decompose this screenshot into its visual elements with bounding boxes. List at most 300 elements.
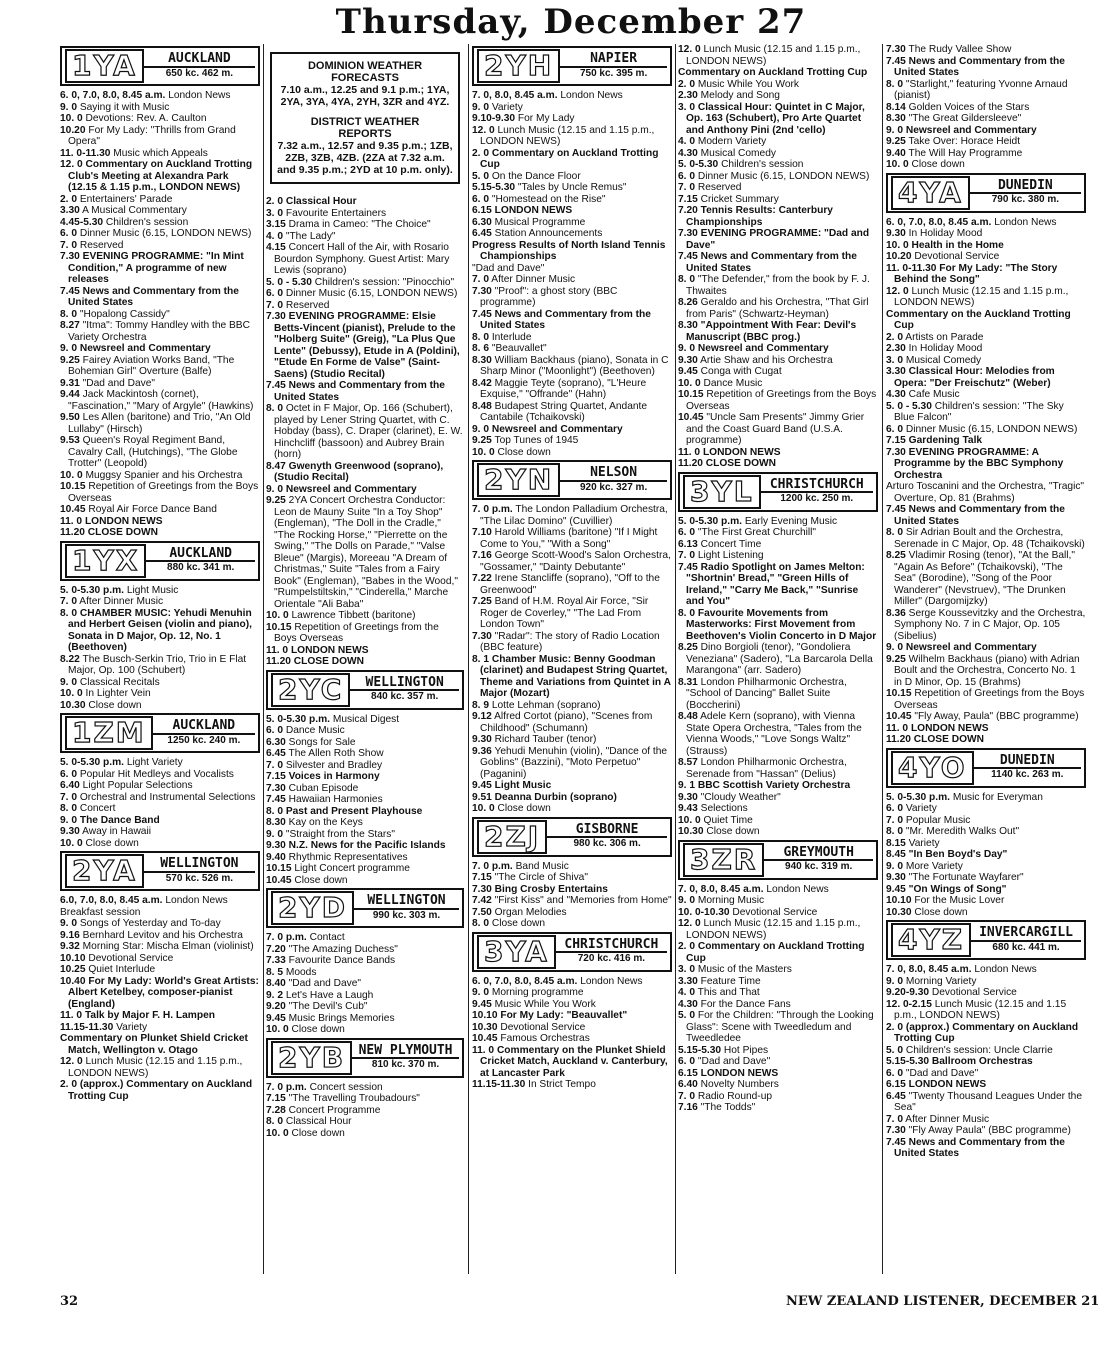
program-title: "Hopalong Cassidy" bbox=[79, 308, 170, 320]
program-entry bbox=[266, 403, 464, 461]
program-title: Close down bbox=[88, 699, 142, 711]
program-title: The Busch-Serkin Trio, Trio in E Flat Major, Op. 100 (Schubert) bbox=[68, 653, 247, 676]
program-title: CLOSE DOWN bbox=[913, 734, 984, 745]
program-title: Commentary on Auckland Trotting Cup bbox=[678, 67, 868, 78]
program-title: Health in the Home bbox=[911, 239, 1004, 251]
station-city: DUNEDIN bbox=[974, 755, 1081, 770]
program-time: 8. 6 bbox=[472, 343, 489, 354]
program-entry bbox=[472, 1010, 672, 1022]
program-time: 4.15 bbox=[266, 242, 286, 253]
program-time: 11. 0 bbox=[886, 722, 909, 734]
program-entry bbox=[266, 622, 464, 645]
program-entry bbox=[886, 987, 1086, 999]
program-title: Favourite Dance Bands bbox=[288, 955, 396, 966]
program-time: 8. 0 bbox=[60, 607, 77, 619]
program-entry bbox=[60, 205, 260, 217]
program-title: Variety bbox=[905, 803, 937, 814]
program-time: 5. 0 bbox=[678, 1010, 695, 1021]
program-title: Variety bbox=[908, 837, 940, 849]
program-entry bbox=[886, 332, 1086, 344]
program-title: In Holiday Mood bbox=[908, 343, 983, 354]
program-title: "Uncle Sam Presents" Jimmy Grier and the Coast Guard Band (U.S.A. programme) bbox=[686, 412, 865, 446]
program-entry bbox=[60, 964, 260, 976]
program-entry bbox=[886, 1022, 1086, 1045]
program-title: CLOSE DOWN bbox=[87, 527, 158, 538]
program-title: Lunch Music (12.15 and 1.15 p.m., LONDON NEWS) bbox=[68, 1056, 243, 1079]
program-time: 10.15 bbox=[60, 481, 86, 492]
program-title: The Dance Band bbox=[79, 814, 160, 826]
program-entry bbox=[60, 769, 260, 781]
program-title: Interlude bbox=[491, 331, 532, 343]
program-entry bbox=[472, 228, 672, 240]
program-entry bbox=[886, 1091, 1086, 1114]
program-title: Children's session bbox=[105, 216, 189, 228]
program-title: EVENING PROGRAMME: "In Mint Condition," A programme of new releases bbox=[68, 251, 244, 285]
program-entry bbox=[886, 872, 1086, 884]
program-time: 6.45 bbox=[886, 1090, 906, 1102]
program-title: Octet in F Major, Op. 166 (Schubert), played by Lener String Quartet, with C. Hobday (bass), C. Draper (clarinet), E. W. Hinchcliff (bassoon) and Aubrey Brain (horn) bbox=[274, 403, 463, 460]
program-title: Geraldo and his Orchestra, "That Girl from Paris" (Schwartz-Heyman) bbox=[686, 297, 869, 320]
program-time: 7.45 bbox=[678, 251, 698, 262]
program-time: 7.16 bbox=[678, 1102, 698, 1113]
station-city: INVERCARGILL bbox=[971, 927, 1081, 942]
program-time: 6. 0, 7.0, 8.0, 8.45 a.m. bbox=[886, 216, 992, 228]
program-title: Les Allen (baritone) and Trio, "An Old Lullaby" (Hirsch) bbox=[68, 412, 251, 435]
program-entry bbox=[60, 976, 260, 1011]
program-title: LONDON NEWS bbox=[494, 205, 573, 216]
program-entry bbox=[886, 838, 1086, 850]
program-title: "In Ben Boyd's Day" bbox=[908, 849, 1008, 860]
program-title: "Dad and Dave" bbox=[288, 978, 362, 989]
program-title: CLOSE DOWN bbox=[293, 656, 364, 667]
program-title: LONDON NEWS bbox=[84, 515, 163, 527]
program-title: Close down bbox=[911, 159, 965, 170]
program-entry bbox=[266, 714, 464, 726]
station-city: NAPIER bbox=[560, 53, 667, 68]
program-time: 10. 0 bbox=[678, 377, 701, 389]
station-city: DUNEDIN bbox=[970, 180, 1081, 195]
program-title: Reserved bbox=[697, 182, 742, 193]
program-entry bbox=[60, 228, 260, 240]
program-title: Popular Music bbox=[905, 814, 971, 826]
program-title: Rhythmic Representatives bbox=[288, 851, 408, 863]
program-title: Devotional Service bbox=[732, 906, 818, 918]
program-entry bbox=[472, 263, 672, 275]
program-time: 9.45 bbox=[472, 998, 492, 1010]
program-title: More Variety bbox=[905, 860, 963, 872]
program-entry bbox=[60, 780, 260, 792]
program-title: Newsreel and Commentary bbox=[79, 343, 211, 354]
program-time: 7.45 bbox=[472, 308, 492, 320]
station-info bbox=[556, 936, 667, 965]
program-entry bbox=[886, 148, 1086, 160]
program-entry bbox=[472, 631, 672, 654]
program-entry bbox=[472, 700, 672, 712]
station-header bbox=[472, 46, 672, 86]
program-time: 4. 0 bbox=[266, 230, 283, 242]
program-title: Close down bbox=[914, 906, 968, 918]
program-title: Light Listening bbox=[697, 550, 764, 561]
program-entry bbox=[678, 136, 878, 148]
program-title: Deanna Durbin (soprano) bbox=[494, 791, 617, 803]
program-time: 7.15 bbox=[472, 872, 492, 883]
program-time: 3. 0 bbox=[266, 207, 283, 219]
program-title: Progress Results of North Island Tennis Championships bbox=[472, 239, 666, 262]
program-entry bbox=[886, 999, 1086, 1022]
program-time: 10.45 bbox=[266, 874, 292, 886]
program-title: Devotional Service bbox=[931, 987, 1017, 998]
station-header bbox=[678, 840, 878, 880]
program-title: Repetition of Greetings from the Boys Overseas bbox=[686, 389, 877, 412]
station-call-sign: 1ZM bbox=[65, 716, 153, 750]
program-time: 6. 0 bbox=[266, 288, 283, 299]
program-time: 7.33 bbox=[266, 955, 286, 966]
program-time: 5. 0 - 5.30 bbox=[886, 400, 932, 412]
program-title: Repetition of Greetings from the Boys Overseas bbox=[894, 688, 1085, 711]
program-title: "The Lady" bbox=[285, 230, 336, 242]
program-time: 11.15-11.30 bbox=[60, 1021, 114, 1033]
program-time: 9.36 bbox=[472, 745, 492, 757]
program-entry bbox=[678, 826, 878, 838]
column-divider bbox=[468, 44, 469, 1274]
program-title: "The First Great Churchill" bbox=[697, 527, 817, 538]
program-time: 8.36 bbox=[886, 607, 906, 619]
program-title: Close down bbox=[291, 1024, 345, 1035]
station-city: WELLINGTON bbox=[350, 677, 459, 692]
program-entry bbox=[266, 242, 464, 277]
program-entry bbox=[886, 435, 1086, 447]
program-entry bbox=[472, 343, 672, 355]
program-entry bbox=[678, 884, 878, 896]
program-title: Cafe Music bbox=[908, 389, 960, 400]
program-title: London News bbox=[560, 90, 623, 101]
program-title: "On Wings of Song" bbox=[908, 883, 1007, 895]
program-title: Hawaiian Harmonies bbox=[288, 794, 383, 805]
program-time: 7.10 bbox=[472, 527, 492, 538]
program-title: LONDON NEWS bbox=[910, 722, 989, 734]
program-entry bbox=[678, 677, 878, 712]
station-frequency: 1140 kc. 263 m. bbox=[991, 769, 1064, 780]
program-entry bbox=[60, 608, 260, 654]
program-title: Commentary on the Auckland Trotting Cup bbox=[886, 308, 1071, 331]
program-time: 7.30 bbox=[886, 44, 906, 55]
program-time: 8. 0 bbox=[886, 527, 903, 538]
station-call-sign: 4YA bbox=[891, 176, 970, 210]
program-entry bbox=[472, 895, 672, 907]
program-time: 9.30 bbox=[886, 872, 906, 883]
program-title: Music Brings Memories bbox=[288, 1012, 395, 1024]
program-time: 7. 0 bbox=[678, 550, 695, 561]
program-entry bbox=[886, 401, 1086, 424]
program-entry bbox=[886, 1125, 1086, 1137]
program-entry bbox=[886, 608, 1086, 643]
program-time: 12. 0 bbox=[886, 285, 909, 297]
station-frequency: 570 kc. 526 m. bbox=[165, 872, 234, 884]
program-time: 8.48 bbox=[472, 400, 492, 412]
station-city: AUCKLAND bbox=[153, 720, 255, 735]
weather-title4: REPORTS bbox=[338, 128, 392, 140]
program-time: 9. 1 bbox=[678, 780, 695, 791]
program-entry bbox=[60, 412, 260, 435]
program-entry bbox=[472, 194, 672, 206]
program-entry bbox=[472, 907, 672, 919]
program-entry bbox=[678, 79, 878, 91]
program-time: 11.20 bbox=[266, 656, 291, 667]
station-header bbox=[60, 541, 260, 581]
program-entry bbox=[678, 711, 878, 757]
program-time: 8.22 bbox=[60, 653, 80, 665]
program-title: "Tales by Uncle Remus" bbox=[517, 182, 627, 193]
program-time: 7.45 bbox=[266, 794, 286, 805]
program-time: 8. 0 bbox=[266, 805, 283, 817]
program-time: 9.50 bbox=[60, 412, 80, 423]
program-time: 4. 0 bbox=[678, 136, 695, 147]
program-entry bbox=[886, 861, 1086, 873]
program-title: Novelty Numbers bbox=[700, 1079, 779, 1090]
program-time: 8.30 bbox=[472, 354, 492, 366]
station-header bbox=[266, 1038, 464, 1078]
program-entry bbox=[678, 815, 878, 827]
program-entry bbox=[678, 1102, 878, 1114]
station-call-sign: 2YH bbox=[477, 49, 560, 83]
program-title: London News bbox=[994, 216, 1057, 228]
program-title: Gwenyth Greenwood (soprano), (Studio Recital) bbox=[274, 460, 444, 483]
program-entry bbox=[266, 978, 464, 990]
program-time: 10.15 bbox=[678, 389, 704, 400]
program-title: Classical Hour bbox=[285, 1116, 352, 1127]
program-time: 6. 0 bbox=[678, 170, 695, 182]
program-title: Morning Variety bbox=[905, 975, 977, 987]
program-time: 10. 0 bbox=[886, 159, 909, 170]
program-time: 11. 0 bbox=[60, 1010, 83, 1021]
program-entry bbox=[678, 1045, 878, 1057]
program-title: Voices in Harmony bbox=[288, 771, 380, 782]
program-entry bbox=[60, 90, 260, 102]
program-title: "Itma": Tommy Handley with the BBC Variety Orchestra bbox=[68, 320, 250, 343]
program-time: 10.45 bbox=[678, 412, 704, 423]
program-entry bbox=[678, 159, 878, 171]
program-title: Silvester and Bradley bbox=[285, 759, 383, 771]
program-time: 9. 0 bbox=[886, 975, 903, 987]
program-entry bbox=[886, 125, 1086, 137]
program-title: Away in Hawaii bbox=[82, 826, 151, 837]
station-city: WELLINGTON bbox=[144, 858, 255, 873]
program-time: 4.30 bbox=[886, 389, 906, 400]
program-time: 7.15 bbox=[678, 193, 698, 205]
program-time: 7. 0 bbox=[60, 596, 77, 607]
program-entry bbox=[886, 263, 1086, 286]
program-title: EVENING PROGRAMME: A Programme by the BBC Symphony Orchestra bbox=[894, 446, 1064, 481]
program-entry bbox=[266, 932, 464, 944]
program-entry bbox=[60, 941, 260, 953]
program-entry bbox=[266, 311, 464, 380]
program-entry bbox=[60, 895, 260, 907]
program-title: Richard Tauber (tenor) bbox=[494, 734, 597, 745]
program-time: 6. 0, 7.0, 8.0, 8.45 a.m. bbox=[60, 90, 166, 101]
program-title: Bing Crosby Entertains bbox=[494, 883, 608, 895]
program-title: News and Commentary from the United States bbox=[894, 55, 1065, 78]
program-entry bbox=[472, 780, 672, 792]
program-time: 6. 0 bbox=[60, 768, 77, 780]
program-entry bbox=[678, 642, 878, 677]
program-title: News and Commentary from the United States bbox=[894, 1136, 1065, 1159]
station-city: NEW PLYMOUTH bbox=[352, 1045, 459, 1060]
program-title: Dinner Music (6.15, LONDON NEWS) bbox=[697, 170, 870, 182]
program-entry bbox=[472, 148, 672, 171]
program-title: Saying it with Music bbox=[79, 101, 170, 113]
program-title: Royal Air Force Dance Band bbox=[88, 504, 217, 515]
program-time: 2. 0 bbox=[678, 941, 695, 952]
program-title: Musical Digest bbox=[332, 713, 400, 725]
program-title: Newsreel and Commentary bbox=[905, 642, 1037, 653]
program-time: 7.42 bbox=[472, 895, 492, 906]
program-entry bbox=[886, 550, 1086, 608]
program-title: Music While You Work bbox=[494, 998, 596, 1010]
program-entry bbox=[678, 343, 878, 355]
program-time: 7.22 bbox=[472, 573, 492, 584]
program-time: 12. 0 bbox=[60, 159, 83, 170]
program-entry bbox=[266, 760, 464, 772]
program-title: Lotte Lehman (soprano) bbox=[491, 699, 601, 711]
program-title: Entertainers' Parade bbox=[79, 193, 173, 205]
program-entry bbox=[678, 366, 878, 378]
station-info bbox=[560, 467, 667, 493]
program-time: 9.25 bbox=[60, 354, 80, 366]
station-info bbox=[146, 545, 255, 574]
program-entry bbox=[60, 355, 260, 378]
program-title: Serge Koussevitzky and the Orchestra, Symphony No. 7 in C Major, Op. 105 (Sibelius) bbox=[894, 607, 1086, 642]
program-time: 7.45 bbox=[678, 561, 698, 573]
program-time: 8.42 bbox=[472, 377, 492, 389]
program-time: 10.45 bbox=[472, 1033, 498, 1044]
program-time: 5. 0-5.30 p.m. bbox=[886, 791, 950, 803]
program-time: 7. 0 bbox=[60, 239, 77, 251]
program-entry bbox=[886, 976, 1086, 988]
program-entry bbox=[266, 955, 464, 967]
program-time: 7. 0, 8.0, 8.45 a.m. bbox=[678, 883, 764, 895]
program-time: 3.15 bbox=[266, 219, 286, 230]
station-header bbox=[886, 920, 1086, 960]
program-title: London News bbox=[766, 883, 829, 895]
program-entry bbox=[60, 1079, 260, 1102]
program-time: 3. 0 bbox=[678, 101, 695, 113]
program-time: 11. 0 bbox=[472, 1044, 495, 1056]
program-time: 9.31 bbox=[60, 377, 80, 389]
program-title: "Cloudy Weather" bbox=[700, 791, 781, 803]
program-entry bbox=[886, 734, 1086, 746]
column-1 bbox=[60, 44, 260, 1276]
program-title: Modern Variety bbox=[697, 136, 767, 147]
program-title: Take Over: Horace Heidt bbox=[908, 136, 1021, 147]
program-title: On the Dance Floor bbox=[491, 170, 581, 182]
program-time: 4.30 bbox=[678, 998, 698, 1010]
program-time: 3. 0 bbox=[678, 964, 695, 975]
program-entry bbox=[678, 803, 878, 815]
weather-title2: FORECASTS bbox=[331, 72, 399, 84]
program-time: 6. 0 bbox=[886, 423, 903, 435]
program-entry bbox=[266, 875, 464, 887]
program-title: For the Music Lover bbox=[914, 895, 1005, 906]
program-time: 8. 0 bbox=[678, 607, 695, 619]
program-title: Close down bbox=[291, 1127, 345, 1139]
program-entry bbox=[886, 504, 1086, 527]
program-time: 5. 0-5.30 p.m. bbox=[60, 584, 124, 596]
column-3 bbox=[472, 44, 672, 1276]
program-time: 11. 0-11.30 bbox=[60, 147, 111, 159]
program-title: Children's session: "The Sky Blue Falcon" bbox=[894, 400, 1064, 423]
program-title: "The Great Gildersleeve" bbox=[908, 113, 1022, 124]
program-title: Radio Spotlight on James Melton: "Shortnin' Bread," "Green Hills of Ireland," "Carry Me Back," "Sunrise and You" bbox=[686, 561, 865, 607]
program-title: "The Defender," from the book by F. J. Thwaites bbox=[686, 274, 870, 297]
program-time: 7. 0 p.m. bbox=[472, 504, 513, 515]
program-entry bbox=[886, 1045, 1086, 1057]
program-time: 5. 0 bbox=[886, 1044, 903, 1056]
program-time: 10.10 bbox=[60, 952, 86, 964]
program-title: Variety bbox=[491, 101, 523, 113]
program-time: 9.20 bbox=[266, 1001, 286, 1012]
program-entry bbox=[678, 251, 878, 274]
program-title: Sir Adrian Boult and the Orchestra, Serenade in C Major, Op. 48 (Tchaikovski) bbox=[894, 527, 1085, 550]
program-entry bbox=[472, 573, 672, 596]
program-title: Songs of Yesterday and To-day bbox=[79, 918, 221, 929]
program-time: 10.30 bbox=[678, 826, 704, 837]
program-time: 7.20 bbox=[678, 205, 698, 216]
program-entry bbox=[60, 930, 260, 942]
program-time: 5. 0-5.30 p.m. bbox=[266, 713, 330, 725]
program-time: 7.15 bbox=[266, 1093, 286, 1104]
program-entry bbox=[472, 435, 672, 447]
program-entry bbox=[678, 447, 878, 459]
program-time: 6.15 bbox=[678, 1067, 698, 1079]
program-entry bbox=[266, 300, 464, 312]
program-title: "Fly Away, Paula" (BBC programme) bbox=[914, 711, 1079, 722]
program-time: 2. 0 bbox=[60, 1079, 77, 1090]
program-time: 7.45 bbox=[886, 1136, 906, 1148]
program-time: 8.30 bbox=[886, 113, 906, 124]
program-time: 9.51 bbox=[472, 791, 492, 803]
program-entry bbox=[886, 424, 1086, 436]
program-title: Commentary on Auckland Trotting Cup bbox=[480, 147, 659, 170]
program-title: CHAMBER MUSIC: Yehudi Menuhin and Herbert Geisen (violin and piano), Sonata in D Major, Op. 12, No. 1 (Beethoven) bbox=[68, 607, 252, 653]
station-frequency: 980 kc. 306 m. bbox=[573, 838, 641, 849]
program-title: Classical Recitals bbox=[79, 676, 160, 688]
program-entry bbox=[678, 964, 878, 976]
program-title: Let's Have a Laugh bbox=[285, 989, 374, 1001]
program-title: "Dad and Dave" bbox=[82, 377, 156, 389]
weather-title3: DISTRICT WEATHER bbox=[310, 116, 420, 128]
program-entry bbox=[678, 1091, 878, 1103]
program-entry bbox=[678, 90, 878, 102]
station-call-sign: 2YA bbox=[65, 854, 144, 888]
program-time: 8.27 bbox=[60, 320, 80, 331]
station-header bbox=[678, 472, 878, 512]
program-title: Dance Music bbox=[703, 377, 763, 389]
program-time: 10.30 bbox=[886, 906, 912, 918]
station-info bbox=[974, 752, 1081, 781]
program-time: 10. 0-10.30 bbox=[678, 906, 730, 918]
program-entry bbox=[678, 516, 878, 528]
program-time: 7. 0 bbox=[266, 299, 283, 311]
program-entry bbox=[886, 447, 1086, 482]
program-time: 8.40 bbox=[266, 978, 286, 989]
program-entry bbox=[472, 711, 672, 734]
program-entry bbox=[472, 746, 672, 781]
program-title: The Will Hay Programme bbox=[908, 147, 1023, 159]
program-time: 6.40 bbox=[60, 780, 80, 791]
program-time: 9.45 bbox=[266, 1012, 286, 1024]
program-entry bbox=[678, 987, 878, 999]
program-entry bbox=[472, 504, 672, 527]
